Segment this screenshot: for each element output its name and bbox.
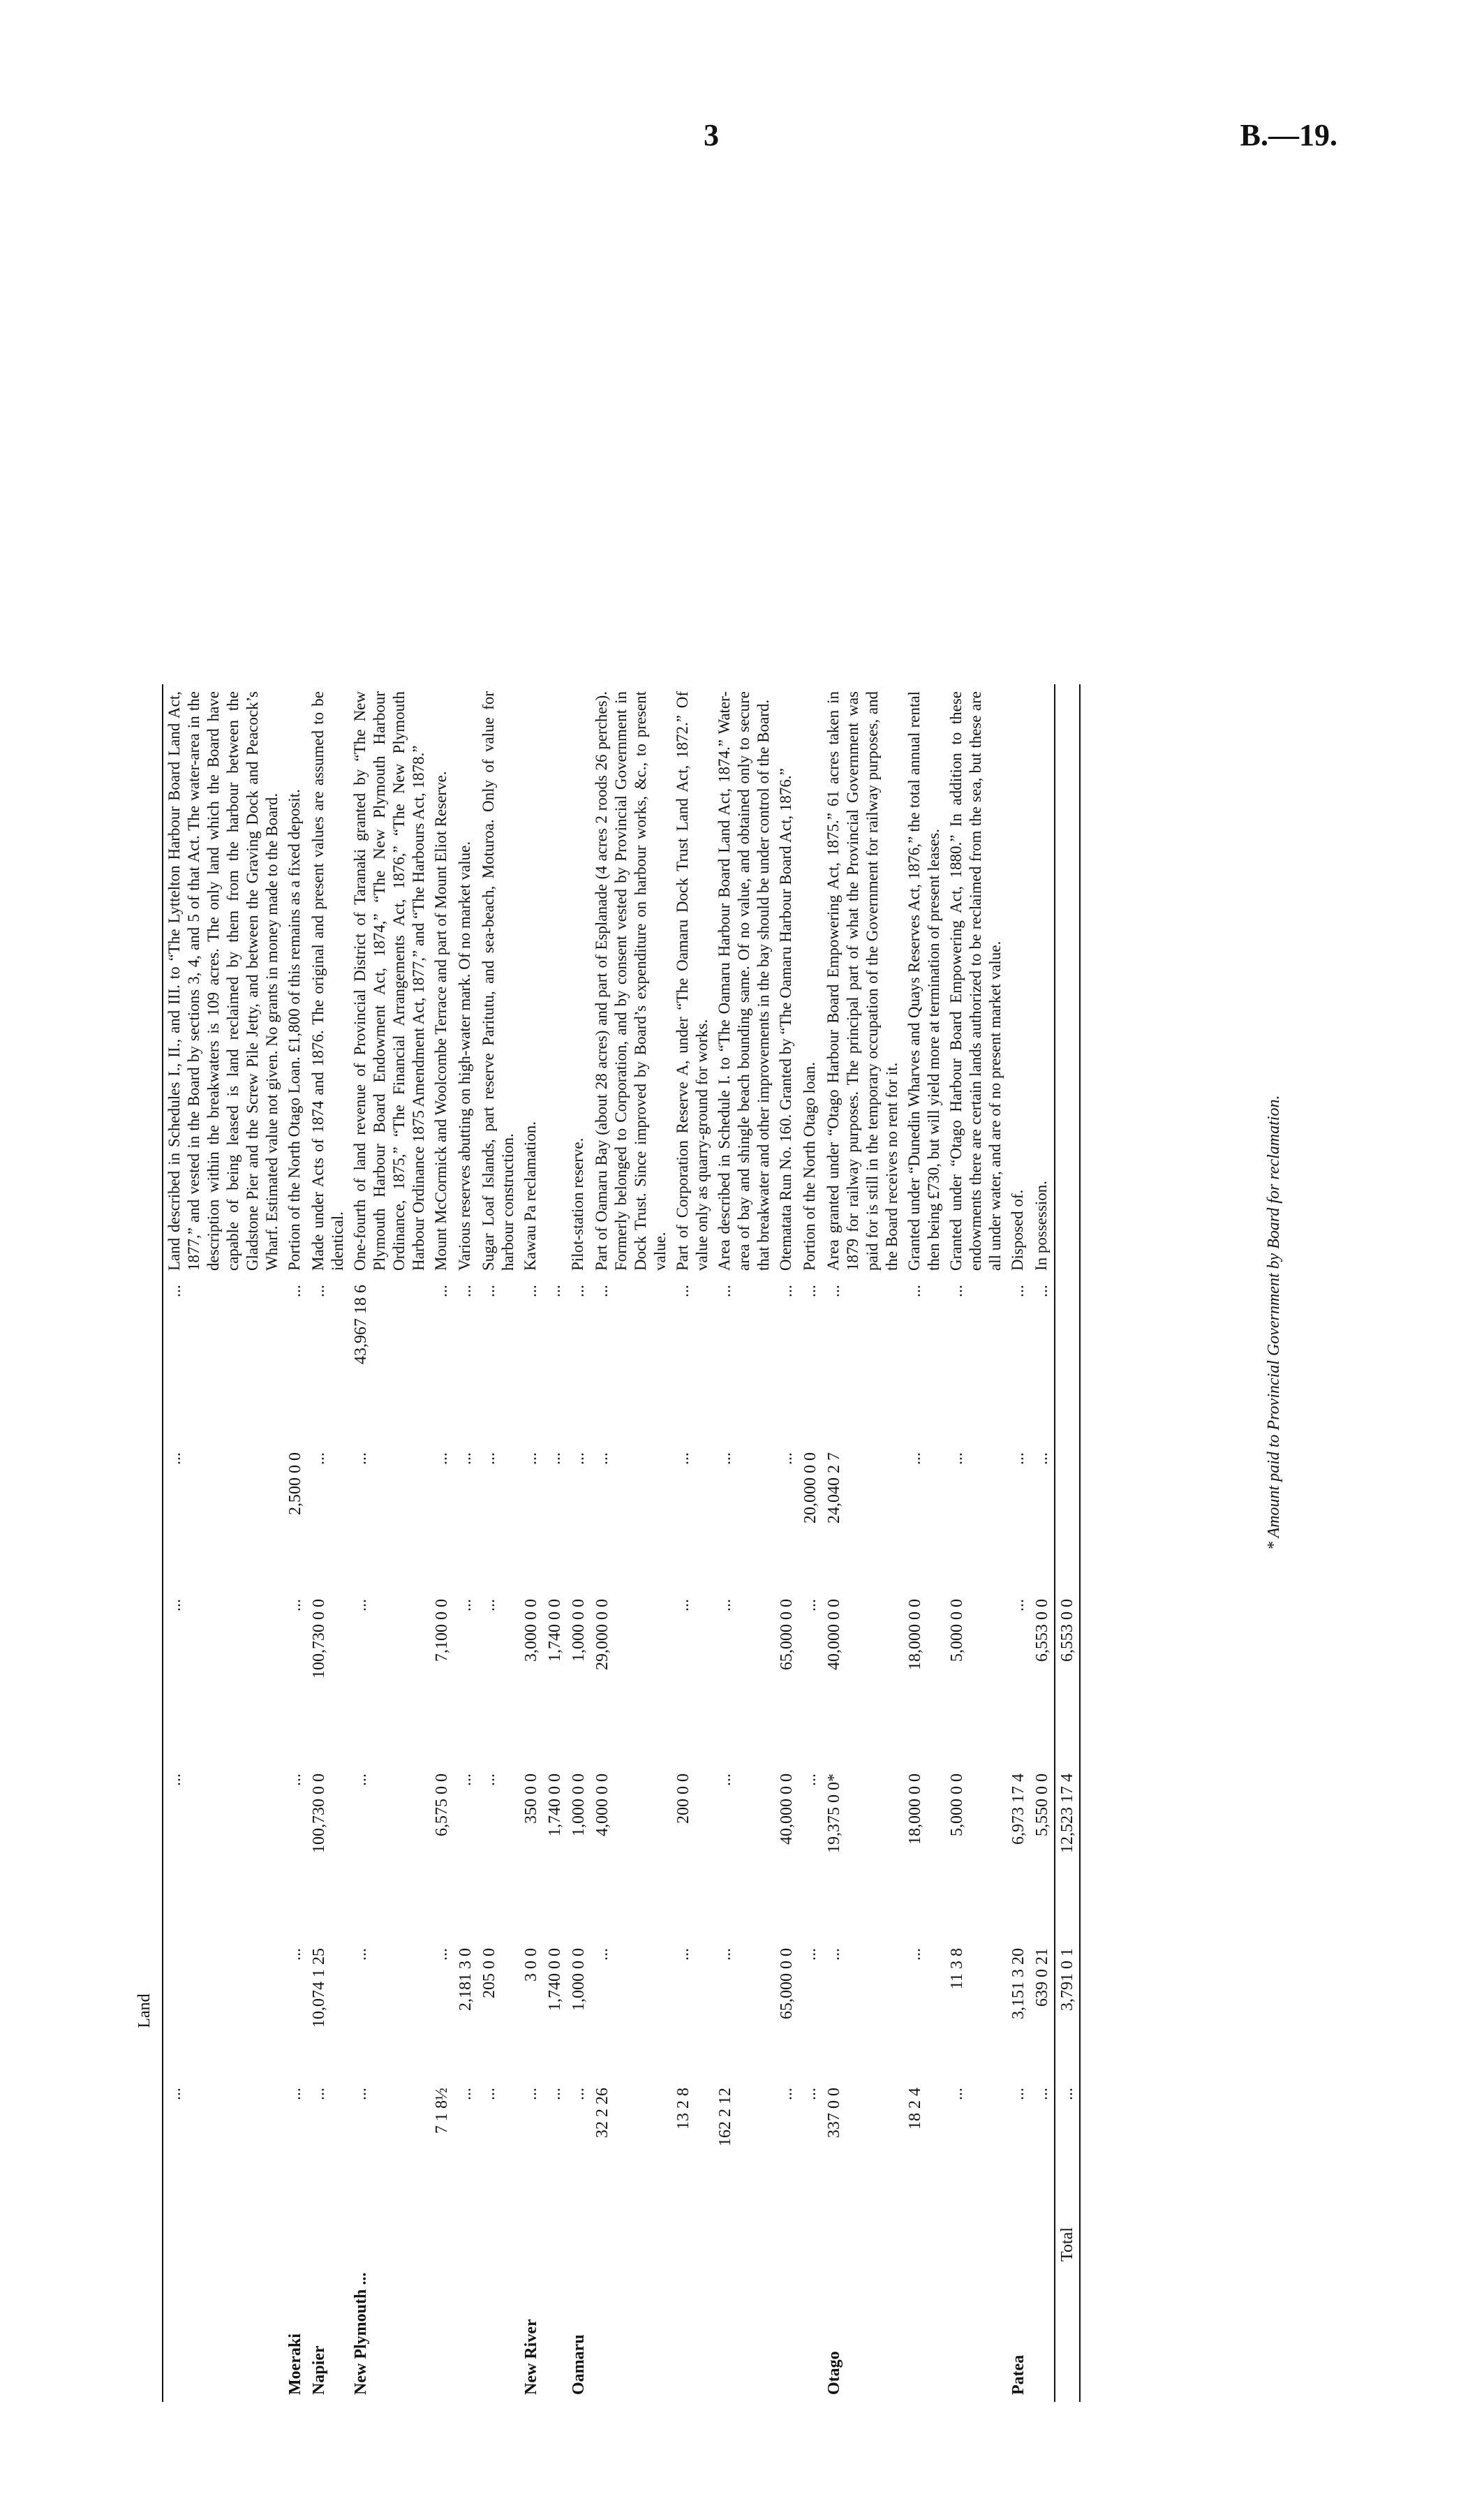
cell-grants: ...	[433, 1452, 451, 1465]
cell-present: 65,000 0 0	[778, 1599, 796, 1670]
table-header-row	[133, 684, 163, 2402]
cell-area: 7 1 8½	[433, 2088, 451, 2134]
cell-present: 1,740 0 0	[546, 1599, 564, 1662]
cell-expended: ...	[433, 1285, 451, 1297]
cell-reclaimed: 200 0 0	[674, 1773, 692, 1824]
table-row	[567, 684, 591, 2402]
cell-district	[163, 2220, 283, 2402]
cell-grants: ...	[546, 1452, 564, 1465]
cell-remarks: Disposed of.	[1009, 1189, 1026, 1271]
cell-remarks: Various reserves abutting on high-water mark. Of no market value.	[456, 841, 473, 1271]
cell-land: 2,181 3 0	[457, 1948, 475, 2011]
cell-remarks: Sugar Loaf Islands, part reserve Paritutu, and sea-beach, Moturoa. Only of value for harbour construction.	[480, 691, 517, 1271]
cell-reclaimed: 5,550 0 0	[1033, 1773, 1051, 1836]
table-row	[430, 684, 454, 2402]
cell-reclaimed: ...	[166, 1773, 184, 1786]
cell-land: ...	[801, 1948, 819, 1961]
cell-area: ...	[310, 2088, 328, 2100]
cell-present: ...	[480, 1599, 498, 1611]
cell-land: 65,000 0 0	[778, 1948, 796, 2019]
table-row	[349, 684, 430, 2402]
cell-district	[591, 2220, 671, 2402]
cell-remarks: Part of Corporation Reserve A, under “The Oamaru Dock Trust Land Act, 1872.” Of value only as quarry-ground for works.	[674, 691, 711, 1271]
cell-reclaimed: 1,740 0 0	[546, 1773, 564, 1836]
cell-district: Patea	[1009, 2354, 1027, 2395]
cell-expended: ...	[593, 1285, 611, 1297]
cell-present: 1,000 0 0	[570, 1599, 588, 1662]
cell-grants: ...	[1033, 1452, 1051, 1465]
cell-grants: ...	[716, 1452, 734, 1465]
cell-district	[671, 2220, 713, 2402]
cell-land: 11 3 8	[948, 1948, 966, 1990]
cell-expended: ...	[310, 1285, 328, 1297]
cell-expended: ...	[1033, 1285, 1051, 1297]
cell-grants: ...	[948, 1452, 966, 1465]
cell-expended: ...	[166, 1285, 184, 1297]
cell-expended: ...	[522, 1285, 540, 1297]
cell-land: 639 0 21	[1033, 1948, 1051, 2007]
cell-expended: ...	[480, 1285, 498, 1297]
cell-present: ...	[457, 1599, 475, 1611]
cell-remarks	[543, 684, 567, 1278]
cell-land	[163, 1941, 283, 2081]
cell-area: ...	[166, 2088, 184, 2100]
cell-district	[799, 2220, 822, 2402]
cell-reclaimed: ...	[352, 1773, 370, 1786]
cell-remarks: Kawau Pa reclamation.	[521, 1121, 539, 1271]
cell-area: ...	[352, 2088, 370, 2100]
cell-grants: ...	[906, 1452, 924, 1465]
cell-present: 18,000 0 0	[906, 1599, 924, 1670]
table-row	[283, 684, 307, 2402]
cell-district	[903, 2220, 945, 2402]
cell-grants: ...	[1009, 1452, 1027, 1465]
cell-expended: 43,967 18 6	[352, 1285, 370, 1364]
cell-grants: 24,040 2 7	[825, 1452, 843, 1524]
cell-land: ...	[906, 1948, 924, 1961]
table-row	[543, 684, 567, 2402]
table-row	[519, 684, 543, 2402]
cell-area: ...	[1009, 2088, 1027, 2100]
cell-area: 32 2 26	[593, 2088, 611, 2138]
cell-remarks: One-fourth of land revenue of Provincial District of Taranaki granted by “The New Plymouth Harbour Board Endowment Act, 1874,” “The New Plymouth Harbour Ordinance, 1875,” “The Financial Arrangements Act, 1876,” “The New Plymouth Harbour Ordinance 1875 Amendment Act, 1877,” and “The Harbours Act, 1878.”	[351, 691, 427, 1271]
cell-district	[430, 2220, 454, 2402]
table-row	[477, 684, 519, 2402]
cell-district	[1030, 2220, 1055, 2402]
table-row	[307, 684, 349, 2402]
cell-land: ...	[825, 1948, 843, 1961]
cell-district	[775, 2220, 799, 2402]
table-row	[799, 684, 822, 2402]
cell-district	[543, 2220, 567, 2402]
cell-grants: ...	[457, 1452, 475, 1465]
cell-area: 13 2 8	[674, 2088, 692, 2130]
rotated-table-block	[133, 684, 1305, 2402]
cell-reclaimed: ...	[716, 1773, 734, 1786]
cell-reclaimed: ...	[480, 1773, 498, 1786]
cell-district: New River	[522, 2319, 540, 2395]
cell-present: 100,730 0 0	[310, 1599, 328, 1679]
cell-district: Moeraki	[286, 2333, 304, 2395]
cell-expended: ...	[801, 1285, 819, 1297]
cell-remarks: Area granted under “Otago Harbour Board Empowering Act, 1875.” 61 acres taken in 1879 for railway purposes. The principal part of what the Provincial Government was paid for is still in the temporary occupation of the Government for railway purposes, and the Board receives no rent for it.	[824, 691, 900, 1271]
cell-grants: ...	[778, 1452, 796, 1465]
cell-present: 7,100 0 0	[433, 1599, 451, 1662]
cell-reclaimed: 4,000 0 0	[593, 1773, 611, 1836]
cell-remarks: Part of Oamaru Bay (about 28 acres) and part of Esplanade (4 acres 2 roods 26 perches). Formerly belonged to Corporation, and by consent vested by Provincial Government in Dock Trust. Since improved by Board’s expenditure on harbour works, &c., to present value.	[593, 691, 669, 1271]
cell-expended: ...	[546, 1285, 564, 1297]
cell-area: ...	[522, 2088, 540, 2100]
paper-code: B.—19.	[1240, 118, 1337, 152]
cell-present: 6,553 0 0	[1033, 1599, 1051, 1662]
cell-area: ...	[546, 2088, 564, 2100]
table-row	[1030, 684, 1055, 2402]
cell-area: ...	[1033, 2088, 1051, 2100]
cell-expended: ...	[906, 1285, 924, 1297]
table-row	[671, 684, 713, 2402]
cell-present: ...	[1009, 1599, 1027, 1611]
table-row	[903, 684, 945, 2402]
table-row	[822, 684, 903, 2402]
cell-remarks: Portion of the North Otago loan.	[801, 1062, 818, 1271]
cell-present: 40,000 0 0	[825, 1599, 843, 1670]
cell-reclaimed: 18,000 0 0	[906, 1773, 924, 1845]
cell-reclaimed: 1,000 0 0	[570, 1773, 588, 1836]
cell-reclaimed: 5,000 0 0	[948, 1773, 966, 1836]
cell-expended: ...	[948, 1285, 966, 1297]
total-present: 6,553 0 0	[1055, 1592, 1080, 1767]
table-row	[1007, 684, 1030, 2402]
table-row	[591, 684, 671, 2402]
cell-remarks: Area described in Schedule I. to “The Oamaru Harbour Board Land Act, 1874.” Water-area of bay and shingle beach bounding same. Of no value, and obtained only to secure that breakwater and other improvements in the bay should be under control of the Board.	[715, 691, 772, 1271]
cell-grants: ...	[480, 1452, 498, 1465]
total-reclaimed: 12,523 17 4	[1055, 1767, 1080, 1941]
total-remarks	[1055, 684, 1080, 1278]
total-grants	[1055, 1445, 1080, 1592]
cell-grants: ...	[310, 1452, 328, 1465]
cell-present: ...	[352, 1599, 370, 1611]
cell-area: ...	[286, 2088, 304, 2100]
cell-area: ...	[457, 2088, 475, 2100]
cell-reclaimed: ...	[457, 1773, 475, 1786]
cell-grants: ...	[674, 1452, 692, 1465]
cell-remarks: Portion of the North Otago Loan. £1,800 of this remains as a fixed deposit.	[285, 789, 303, 1271]
cell-present: 5,000 0 0	[948, 1599, 966, 1662]
cell-expended: ...	[457, 1285, 475, 1297]
cell-grants: ...	[352, 1452, 370, 1465]
cell-expended: ...	[825, 1285, 843, 1297]
cell-remarks: Pilot-station reserve.	[569, 1137, 586, 1271]
cell-land: 205 0 0	[480, 1948, 498, 1998]
cell-grants: 20,000 0 0	[801, 1452, 819, 1524]
total-area: ...	[1055, 2081, 1080, 2220]
cell-reclaimed: 100,730 0 0	[310, 1773, 328, 1853]
cell-remarks: Granted under “Dunedin Wharves and Quays Reserves Act, 1876,” the total annual rental then being £730, but will yield more at termination of present leases.	[905, 691, 942, 1271]
total-land: 3,791 0 1	[1055, 1941, 1080, 2081]
cell-land: ...	[286, 1948, 304, 1961]
endowments-table	[133, 684, 1081, 2402]
cell-present: ...	[716, 1599, 734, 1611]
cell-present: 29,000 0 0	[593, 1599, 611, 1670]
cell-district	[945, 2220, 1007, 2402]
cell-expended: ...	[716, 1285, 734, 1297]
cell-area: 18 2 4	[906, 2088, 924, 2130]
cell-land: 1,000 0 0	[570, 1948, 588, 2011]
cell-expended: ...	[674, 1285, 692, 1297]
cell-district	[477, 2220, 519, 2402]
cell-district: Otago	[825, 2351, 843, 2395]
cell-district	[454, 2220, 477, 2402]
cell-area: ...	[480, 2088, 498, 2100]
cell-remarks: Made under Acts of 1874 and 1876. The original and present values are assumed to be identical.	[309, 691, 346, 1271]
cell-district: Napier	[310, 2345, 328, 2395]
total-row	[1055, 684, 1080, 2402]
cell-reclaimed: 40,000 0 0	[778, 1773, 796, 1845]
cell-grants: 2,500 0 0	[286, 1452, 304, 1515]
table-row	[775, 684, 799, 2402]
cell-remarks: Granted under “Otago Harbour Board Empowering Act, 1880.” In addition to these endowments there are certain lands authorized to be reclaimed from the sea, but these are all under water, and are of no present market value.	[947, 691, 1004, 1271]
page-number: 3	[704, 118, 719, 152]
table-row	[713, 684, 775, 2402]
cell-land: ...	[593, 1948, 611, 1961]
cell-expended: ...	[570, 1285, 588, 1297]
land-column-header: Land	[133, 1941, 163, 2081]
cell-grants: ...	[570, 1452, 588, 1465]
cell-reclaimed: 350 0 0	[522, 1773, 540, 1824]
cell-land: ...	[716, 1948, 734, 1961]
cell-land: 3,151 3 20	[1009, 1948, 1027, 2019]
table-row	[945, 684, 1007, 2402]
total-label: Total	[1055, 2220, 1080, 2402]
cell-expended: ...	[286, 1285, 304, 1297]
cell-present: ...	[286, 1599, 304, 1611]
footnote: * Amount paid to Provincial Government by Board for reclamation.	[1265, 1095, 1283, 1550]
cell-land: ...	[352, 1948, 370, 1961]
cell-area: ...	[570, 2088, 588, 2100]
cell-area: 337 0 0	[825, 2088, 843, 2138]
cell-district	[713, 2220, 775, 2402]
cell-area: ...	[801, 2088, 819, 2100]
cell-expended: ...	[778, 1285, 796, 1297]
cell-reclaimed: 19,375 0 0*	[825, 1773, 843, 1853]
table-row	[454, 684, 477, 2402]
cell-land: 3 0 0	[522, 1948, 540, 1982]
cell-land: 10,074 1 25	[310, 1948, 328, 2028]
cell-district: Oamaru	[570, 2334, 588, 2395]
cell-remarks: In possession.	[1032, 1180, 1050, 1271]
cell-reclaimed: ...	[286, 1773, 304, 1786]
table-body	[163, 684, 1080, 2402]
cell-present: ...	[166, 1599, 184, 1611]
cell-reclaimed: ...	[801, 1773, 819, 1786]
cell-area: ...	[948, 2088, 966, 2100]
cell-grants: ...	[166, 1452, 184, 1465]
cell-present: ...	[674, 1599, 692, 1611]
cell-expended: ...	[1009, 1285, 1027, 1297]
cell-present: 3,000 0 0	[522, 1599, 540, 1662]
cell-reclaimed: 6,973 17 4	[1009, 1773, 1027, 1845]
cell-remarks: Land described in Schedules I., II., and III. to “The Lyttelton Harbour Board Land Act, 1877,” and vested in the Board by sections 3, 4, and 5 of that Act. The water-area in the description within the breakwaters is 109 acres. The only land which the Board have capable of being leased is land reclaimed by them from the harbour between the Gladstone Pier and the Screw Pile Jetty, and between the Graving Dock and Peacock’s Wharf. Estimated value not given. No grants in money made to the Board.	[165, 691, 281, 1271]
cell-area: ...	[778, 2088, 796, 2100]
cell-remarks: Mount McCormick and Woolcombe Terrace and part of Mount Eliot Reserve.	[432, 771, 450, 1271]
cell-reclaimed: 6,575 0 0	[433, 1773, 451, 1836]
cell-present: ...	[801, 1599, 819, 1611]
cell-remarks: Otematata Run No. 160. Granted by “The Oamaru Harbour Board Act, 1876.”	[777, 768, 794, 1271]
cell-grants: ...	[593, 1452, 611, 1465]
cell-area: 162 2 12	[716, 2088, 734, 2146]
cell-land: ...	[433, 1948, 451, 1961]
cell-district: New Plymouth ...	[352, 2272, 370, 2395]
cell-land: ...	[674, 1948, 692, 1961]
total-expended	[1055, 1278, 1080, 1445]
cell-grants: ...	[522, 1452, 540, 1465]
cell-land: 1,740 0 0	[546, 1948, 564, 2011]
table-row	[163, 684, 283, 2402]
